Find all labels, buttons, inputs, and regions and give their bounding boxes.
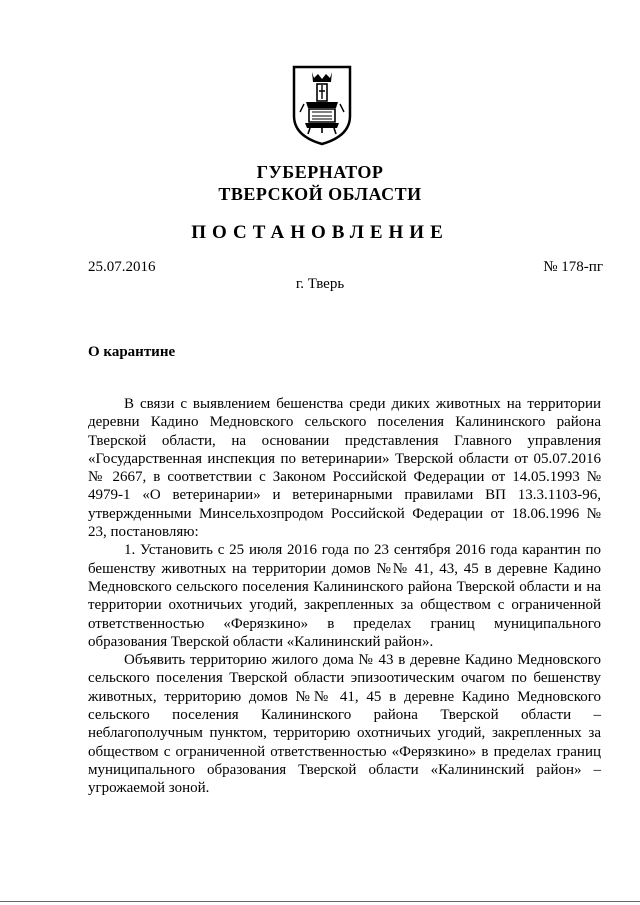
document-type-title: ПОСТАНОВЛЕНИЕ — [191, 222, 449, 243]
document-date: 25.07.2016 — [88, 259, 156, 275]
document-body — [88, 395, 601, 798]
document-city: г. Тверь — [295, 276, 345, 292]
page-bottom-edge — [0, 901, 640, 902]
document-number: № 178-пг — [543, 259, 603, 275]
body-paragraph-item-1: 1. Установить с 25 июля 2016 года по 23 сентября 2016 года карантин по бешенству животных на территории домов №№ 41, 43, 45 в деревне Кадино Медновского сельского поселения Калининского района Тверской области и на территории охотничьих угодий, закрепленных за обществом с ограниченной ответственностью «Ферязкино» в пределах границ муниципального образования Тверской области «Калининский район». — [88, 542, 601, 650]
body-paragraph-declaration: Объявить территорию жилого дома № 43 в деревне Кадино Медновского сельского поселения Тверской области эпизоотическим очагом по бешенству животных, территорию домов №№ 41, 45 в деревне Кадино Медновского сельского поселения Калининского района Тверской области – неблагополучным пунктом, территорию охотничьих угодий, закрепленных за обществом с ограниченной ответственностью «Ферязкино» в пределах границ муниципального образования Тверской области «Калининский район» – угрожаемой зоной. — [88, 652, 601, 797]
authority-title-line2: ТВЕРСКОЙ ОБЛАСТИ — [218, 184, 422, 204]
tver-coat-of-arms-icon — [290, 64, 354, 146]
document-subject: О карантине — [88, 344, 176, 360]
authority-title-line1: ГУБЕРНАТОР — [256, 162, 384, 182]
body-paragraph-preamble: В связи с выявлением бешенства среди диких животных на территории деревни Кадино Медновского сельского поселения Калининского района Тверской области, на основании представления Главного управления «Государственная инспекция по ветеринарии» Тверской области от 05.07.2016 № 2667, в соответствии с Законом Российской Федерации от 14.05.1993 № 4979-1 «О ветеринарии» и ветеринарными правилами ВП 13.3.1103-96, утвержденными Минсельхозпродом Российской Федерации от 18.06.1996 № 23, постановляю: — [88, 396, 601, 541]
